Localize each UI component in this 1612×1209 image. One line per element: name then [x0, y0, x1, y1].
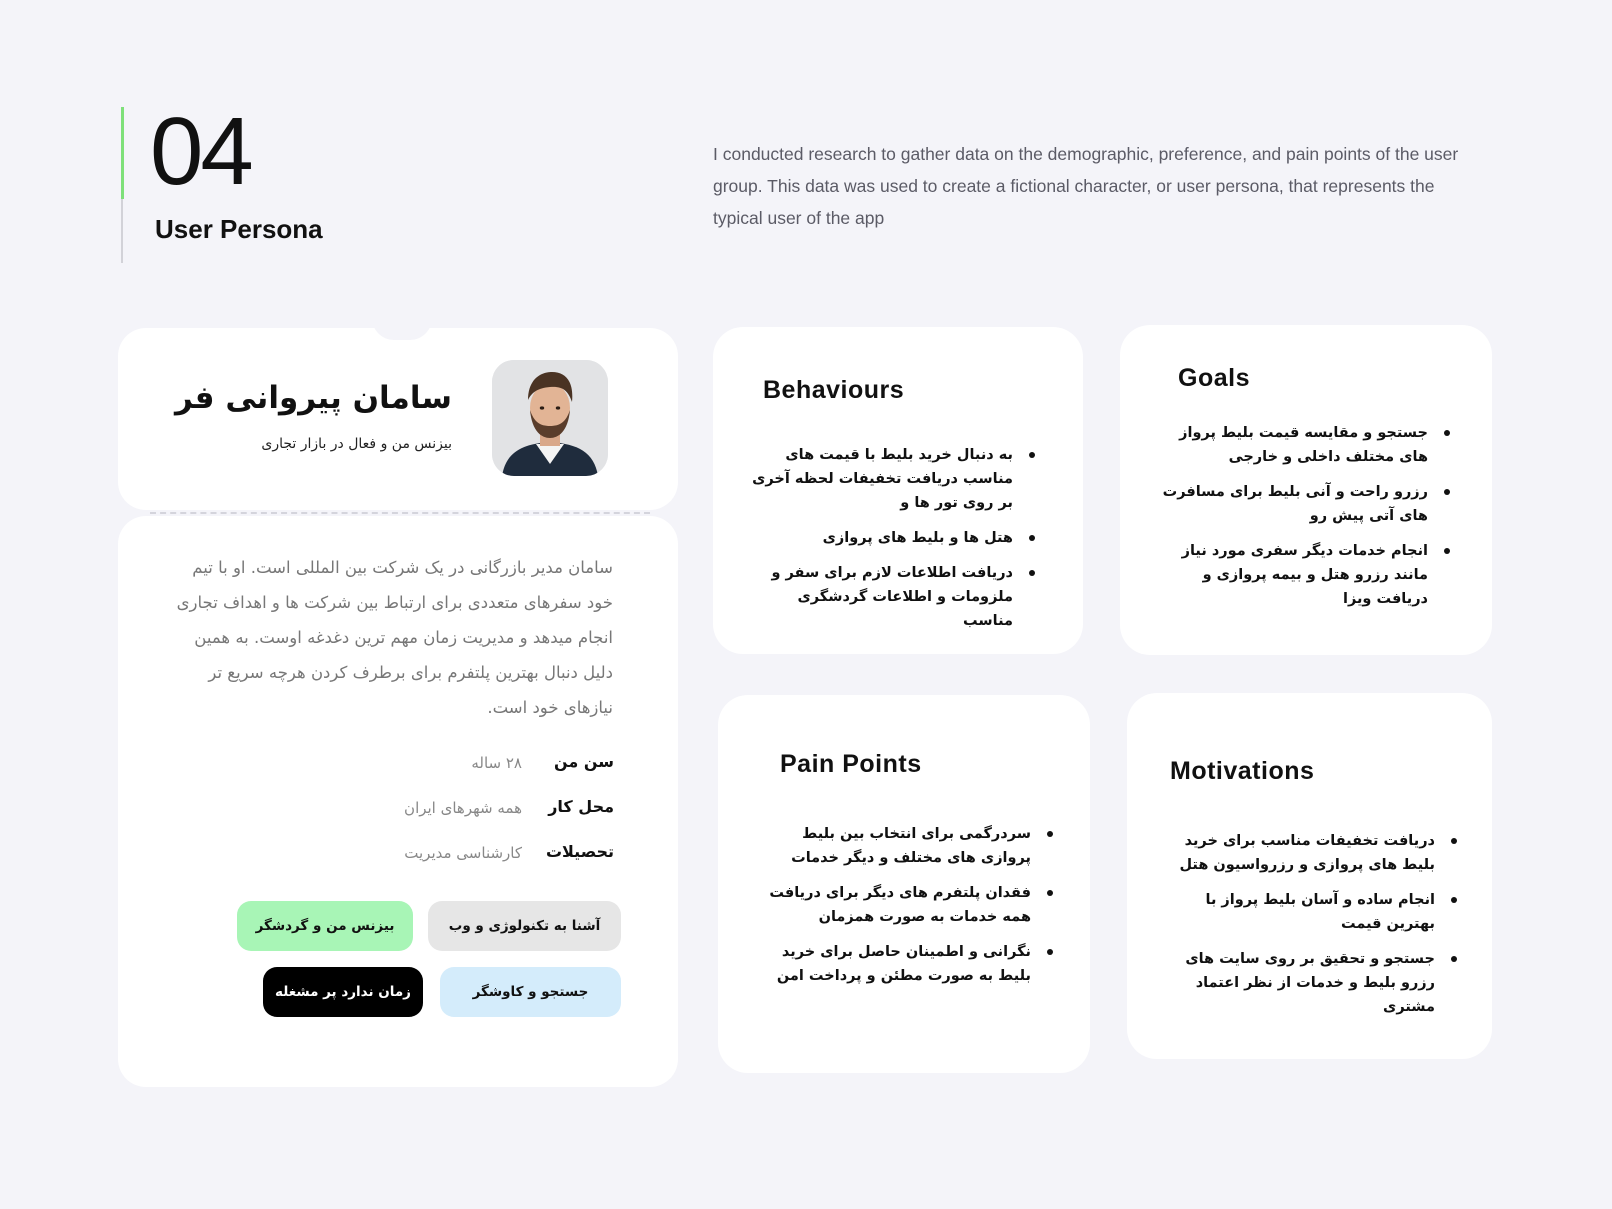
behaviours-list [748, 443, 1035, 644]
section-number: 04 [150, 98, 251, 205]
bullet-icon [1029, 535, 1035, 541]
list-item: سردرگمی برای انتخاب بین بلیط پروازی های مختلف و دیگر خدمات [763, 822, 1053, 870]
bullet-icon [1047, 949, 1053, 955]
bullet-icon [1444, 489, 1450, 495]
behaviours-title: Behaviours [763, 376, 905, 404]
list-item: انجام ساده و آسان بلیط پرواز با بهترین قیمت [1160, 888, 1457, 936]
list-item: به دنبال خرید بلیط با قیمت های مناسب دریافت تخفیفات لحظه آخری بر روی تور ها و [748, 443, 1035, 515]
detail-label-workplace: محل کار [548, 797, 614, 816]
bullet-icon [1451, 838, 1457, 844]
list-item: جستجو و مقایسه قیمت بلیط پرواز های مختلف داخلی و خارجی [1160, 421, 1450, 469]
bullet-icon [1029, 452, 1035, 458]
bullet-icon [1444, 548, 1450, 554]
bullet-icon [1047, 831, 1053, 837]
bullet-icon [1444, 430, 1450, 436]
tag-explorer: جستجو و کاوشگر [440, 967, 621, 1017]
section-title: User Persona [155, 214, 323, 244]
goals-list [1160, 421, 1450, 622]
tag-businessman-traveler: بیزنس من و گردشگر [237, 901, 413, 951]
pain-points-title: Pain Points [780, 750, 922, 778]
person-portrait-icon [492, 360, 608, 476]
intro-description: I conducted research to gather data on the demographic, preference, and pain points of the user group. This data was used to create a fictional character, or user persona, that represents the typical user of the app [713, 144, 1459, 228]
accent-bar [121, 107, 124, 199]
tag-busy: زمان ندارد پر مشغله [263, 967, 423, 1017]
detail-label-education: تحصیلات [545, 842, 614, 861]
list-item: دریافت تخفیفات مناسب برای خرید بلیط های پروازی و رزرواسیون هتل [1160, 829, 1457, 877]
bullet-icon [1029, 570, 1035, 576]
bullet-icon [1451, 956, 1457, 962]
pain-points-list [763, 822, 1053, 999]
motivations-title: Motivations [1170, 757, 1315, 785]
list-item: رزرو راحت و آنی بلیط برای مسافرت های آتی پیش رو [1160, 480, 1450, 528]
list-item: فقدان پلتفرم های دیگر برای دریافت همه خدمات به صورت همزمان [763, 881, 1053, 929]
dashed-divider [150, 512, 650, 514]
tag-tech-savvy: آشنا به تکنولوژی و وب [428, 901, 621, 951]
detail-value-workplace: همه شهرهای ایران [404, 799, 522, 817]
list-item: نگرانی و اطمینان حاصل برای خرید بلیط به صورت مطئن و پرداخت امن [763, 940, 1053, 988]
list-item: دریافت اطلاعات لازم برای سفر و ملزومات و اطلاعات گردشگری مناسب [748, 561, 1035, 633]
motivations-list [1160, 829, 1457, 1030]
persona-bio: سامان مدیر بازرگانی در یک شرکت بین المللی است. او با تیم خود سفرهای متعددی برای ارتباط بین شرکت ها و اهداف تجاری انجام میدهد و مدیریت زمان مهم ترین دغدغه اوست. به همین دلیل دنبال بهترین پلتفرم برای برطرف کردن هرچه سریع تر نیازهای خود است. [176, 558, 613, 717]
accent-line [121, 199, 123, 263]
detail-value-education: کارشناسی مدیریت [404, 844, 522, 862]
detail-label-age: سن من [553, 752, 614, 771]
persona-role: بیزنس من و فعال در بازار تجاری [261, 436, 452, 452]
detail-value-age: ۲۸ ساله [471, 754, 522, 772]
list-item: جستجو و تحقیق بر روی سایت های رزرو بلیط و خدمات از نظر اعتماد مشتری [1160, 947, 1457, 1019]
bullet-icon [1047, 890, 1053, 896]
list-item: انجام خدمات دیگر سفری مورد نیاز مانند رزرو هتل و بیمه پروازی و دریافت ویزا [1160, 539, 1450, 611]
persona-name: سامان پیروانی فر [174, 380, 452, 416]
bullet-icon [1451, 897, 1457, 903]
goals-title: Goals [1178, 364, 1250, 392]
list-item: هتل ها و بلیط های پروازی [748, 526, 1035, 550]
